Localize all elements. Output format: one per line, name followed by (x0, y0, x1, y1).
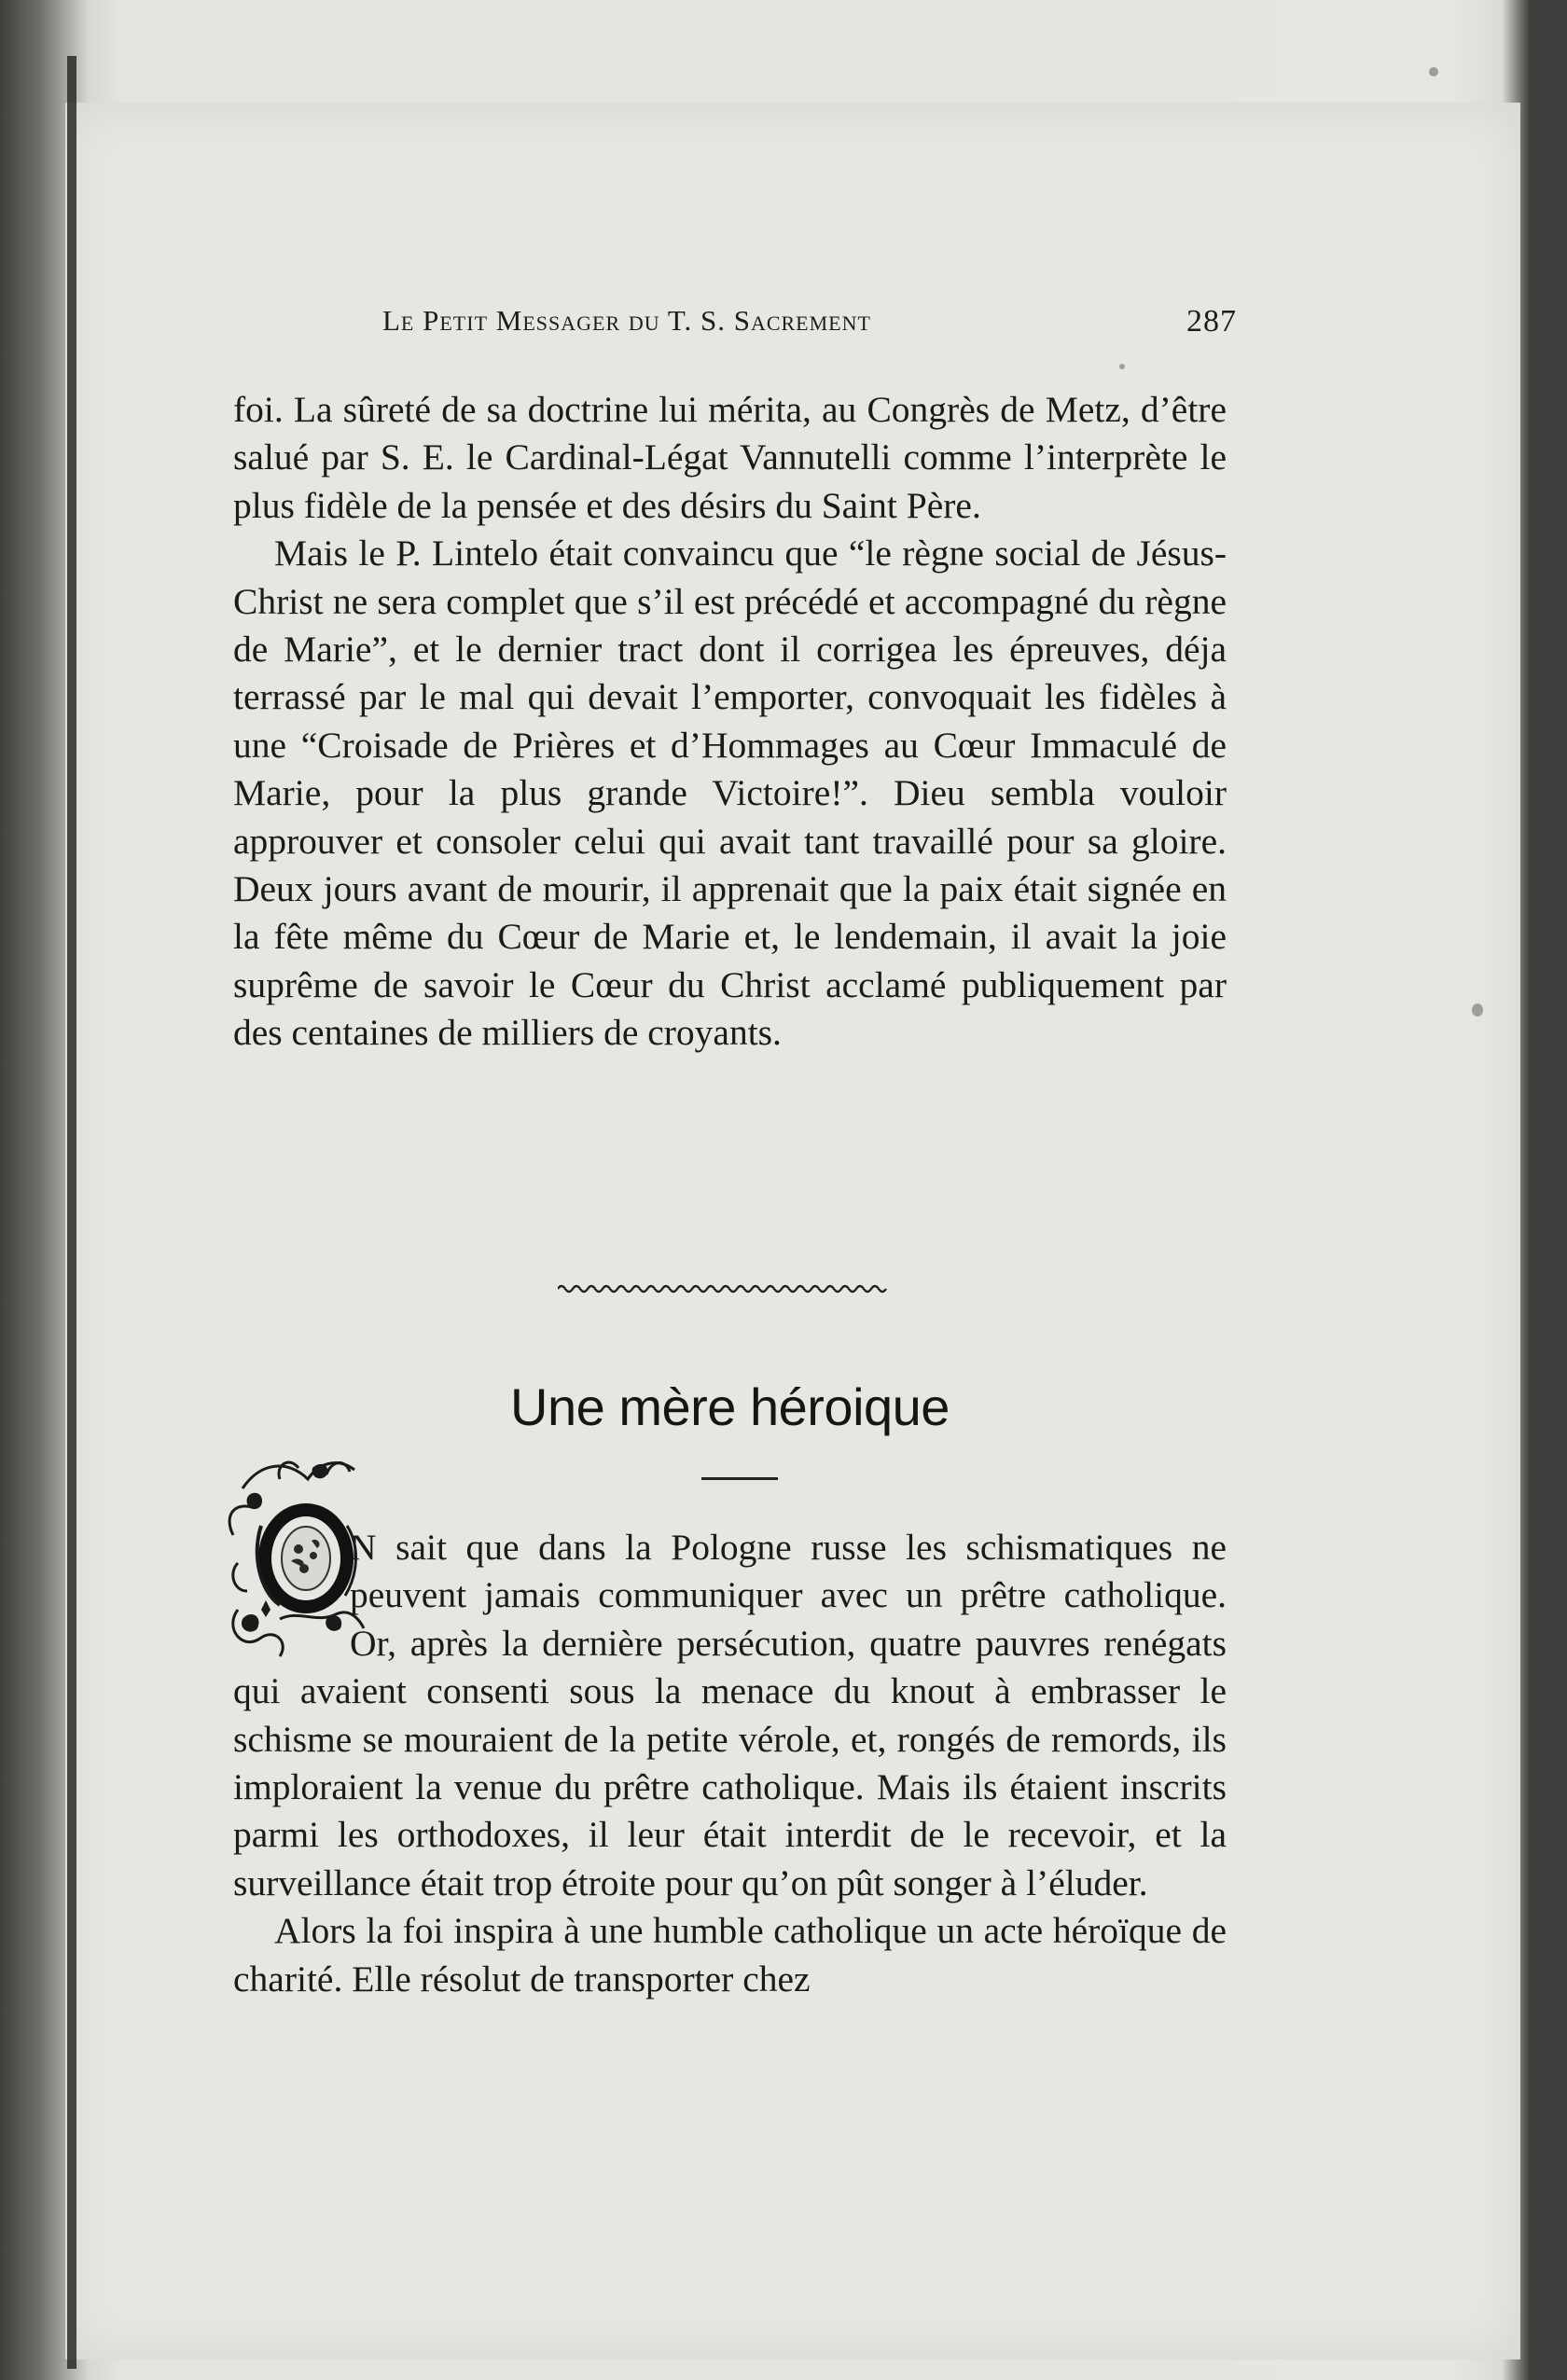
page-binding-edge (67, 56, 76, 2369)
continued-text-block (233, 386, 1227, 1058)
dropcap-spacer (233, 1524, 350, 1664)
scan-speck (1429, 67, 1438, 76)
page-number: 287 (1186, 304, 1237, 339)
running-header (382, 304, 1237, 351)
paragraph: Mais le P. Lintelo était convaincu que “le règne social de Jésus-Christ ne sera complet que s’il est précédé et accompagné du règne de Marie”, et le dernier tract dont il corrigea les épreuves, déja terrassé par le mal qui devait l’emporter, convoquait les fidèles à une “Croisade de Prières et d’Hommages au Cœur Immaculé de Marie, pour la plus grande Victoire!”. Dieu sembla vouloir approuver et consoler celui qui avait tant travaillé pour sa gloire. Deux jours avant de mourir, il apprenait que la paix était signée en la fête même du Cœur de Marie et, le lendemain, il avait la joie suprême de savoir le Cœur du Christ acclamé publiquement par des centaines de milliers de croyants. (233, 533, 1227, 1054)
scan-speck (1472, 1003, 1483, 1017)
section-title: Une mère héroique (510, 1377, 950, 1436)
paragraph: Alors la foi inspira à une humble catholique un acte héroïque de charité. Elle résolut de transporter chez (233, 1910, 1227, 1999)
section-text-block (233, 1524, 1227, 2003)
scan-speck (1119, 364, 1125, 369)
running-title: Le Petit Messager du T. S. Sacrement (382, 304, 871, 337)
dropcap-paragraph-text: N sait que dans la Pologne russe les schismatiques ne peuvent jamais communiquer avec un prêtre catholique. Or, après la dernière persécution, quatre pauvres renégats qui avaient consenti sous la menace du knout à embrasser le schisme se mouraient de la petite vérole, et, rongés de remords, ils imploraient la venue du prêtre catholique. Mais ils étaient inscrits parmi les orthodoxes, il leur était interdit de le recevoir, et la surveillance était trop étroite pour qu’on pût songer à l’éluder. (233, 1527, 1227, 1903)
paragraph-with-dropcap (233, 1524, 1227, 1907)
paragraph: foi. La sûreté de sa doctrine lui mérita, au Congrès de Metz, d’être salué par S. E. le Cardinal-Légat Vannutelli comme l’interprète le plus fidèle de la pensée et des désirs du Saint Père. (233, 389, 1227, 526)
title-underline (701, 1477, 778, 1480)
wavy-section-divider (558, 1281, 890, 1296)
